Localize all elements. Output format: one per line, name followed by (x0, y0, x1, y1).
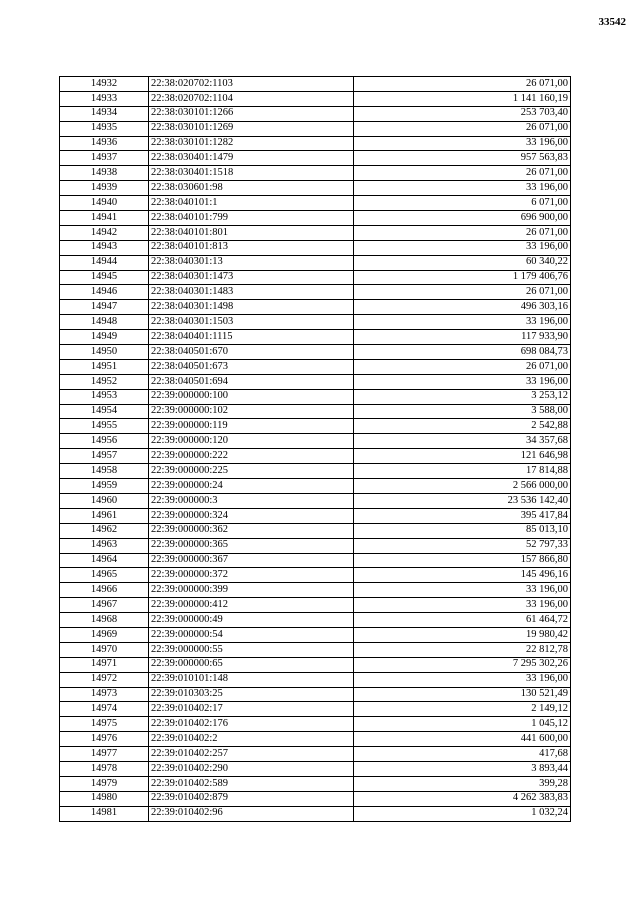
row-number-cell: 14970 (60, 642, 149, 657)
cadastral-number-cell: 22:38:040301:1483 (149, 285, 354, 300)
table-row (60, 806, 571, 821)
row-number-cell: 14956 (60, 434, 149, 449)
table-row (60, 91, 571, 106)
value-cell: 33 196,00 (354, 315, 571, 330)
cadastral-number-cell: 22:39:000000:365 (149, 538, 354, 553)
value-cell: 698 084,73 (354, 345, 571, 360)
cadastral-number-cell: 22:39:010402:290 (149, 761, 354, 776)
row-number-cell: 14942 (60, 225, 149, 240)
row-number-cell: 14933 (60, 91, 149, 106)
table-row (60, 538, 571, 553)
table-row (60, 657, 571, 672)
value-cell: 2 149,12 (354, 702, 571, 717)
cadastral-number-cell: 22:39:010402:257 (149, 747, 354, 762)
cadastral-number-cell: 22:38:030101:1266 (149, 106, 354, 121)
value-cell: 61 464,72 (354, 613, 571, 628)
row-number-cell: 14939 (60, 181, 149, 196)
cadastral-number-cell: 22:38:030401:1518 (149, 166, 354, 181)
table-row (60, 419, 571, 434)
value-cell: 957 563,83 (354, 151, 571, 166)
table-row (60, 211, 571, 226)
value-cell: 6 071,00 (354, 196, 571, 211)
table-row (60, 106, 571, 121)
table-row (60, 493, 571, 508)
table-row (60, 225, 571, 240)
table-row (60, 389, 571, 404)
row-number-cell: 14948 (60, 315, 149, 330)
row-number-cell: 14979 (60, 776, 149, 791)
row-number-cell: 14975 (60, 717, 149, 732)
cadastral-number-cell: 22:39:010402:589 (149, 776, 354, 791)
table-row (60, 627, 571, 642)
table-row (60, 374, 571, 389)
table-row (60, 285, 571, 300)
cadastral-number-cell: 22:39:000000:65 (149, 657, 354, 672)
cadastral-value-table (59, 76, 571, 822)
value-cell: 121 646,98 (354, 449, 571, 464)
cadastral-number-cell: 22:38:020702:1103 (149, 77, 354, 92)
cadastral-number-cell: 22:38:030101:1269 (149, 121, 354, 136)
table-row (60, 196, 571, 211)
value-cell: 157 866,80 (354, 553, 571, 568)
table-row (60, 523, 571, 538)
value-cell: 2 542,88 (354, 419, 571, 434)
cadastral-number-cell: 22:39:010402:176 (149, 717, 354, 732)
value-cell: 496 303,16 (354, 300, 571, 315)
row-number-cell: 14932 (60, 77, 149, 92)
cadastral-number-cell: 22:38:030101:1282 (149, 136, 354, 151)
value-cell: 3 588,00 (354, 404, 571, 419)
cadastral-number-cell: 22:38:040101:799 (149, 211, 354, 226)
table-row (60, 345, 571, 360)
table-row (60, 642, 571, 657)
table-row (60, 449, 571, 464)
cadastral-number-cell: 22:38:040101:813 (149, 240, 354, 255)
value-cell: 33 196,00 (354, 181, 571, 196)
value-cell: 130 521,49 (354, 687, 571, 702)
table-row (60, 300, 571, 315)
cadastral-number-cell: 22:39:000000:54 (149, 627, 354, 642)
table-row (60, 479, 571, 494)
row-number-cell: 14961 (60, 508, 149, 523)
value-cell: 60 340,22 (354, 255, 571, 270)
row-number-cell: 14967 (60, 598, 149, 613)
value-cell: 2 566 000,00 (354, 479, 571, 494)
cadastral-number-cell: 22:39:000000:3 (149, 493, 354, 508)
value-cell: 1 141 160,19 (354, 91, 571, 106)
table-row (60, 330, 571, 345)
value-cell: 26 071,00 (354, 225, 571, 240)
value-cell: 417,68 (354, 747, 571, 762)
row-number-cell: 14951 (60, 359, 149, 374)
row-number-cell: 14963 (60, 538, 149, 553)
table-row (60, 717, 571, 732)
value-cell: 399,28 (354, 776, 571, 791)
row-number-cell: 14949 (60, 330, 149, 345)
cadastral-number-cell: 22:39:000000:324 (149, 508, 354, 523)
value-cell: 19 980,42 (354, 627, 571, 642)
value-cell: 26 071,00 (354, 285, 571, 300)
cadastral-number-cell: 22:39:000000:372 (149, 568, 354, 583)
row-number-cell: 14957 (60, 449, 149, 464)
cadastral-number-cell: 22:38:040401:1115 (149, 330, 354, 345)
value-cell: 117 933,90 (354, 330, 571, 345)
row-number-cell: 14950 (60, 345, 149, 360)
page-number: 33542 (598, 16, 626, 28)
cadastral-number-cell: 22:39:010101:148 (149, 672, 354, 687)
table-row (60, 136, 571, 151)
value-cell: 4 262 383,83 (354, 791, 571, 806)
table-row (60, 315, 571, 330)
table-row (60, 404, 571, 419)
row-number-cell: 14980 (60, 791, 149, 806)
cadastral-number-cell: 22:39:000000:100 (149, 389, 354, 404)
value-cell: 33 196,00 (354, 136, 571, 151)
row-number-cell: 14954 (60, 404, 149, 419)
value-cell: 22 812,78 (354, 642, 571, 657)
cadastral-number-cell: 22:39:000000:102 (149, 404, 354, 419)
table-row (60, 508, 571, 523)
value-cell: 34 357,68 (354, 434, 571, 449)
table-row (60, 732, 571, 747)
value-cell: 33 196,00 (354, 583, 571, 598)
cadastral-number-cell: 22:39:000000:49 (149, 613, 354, 628)
cadastral-number-cell: 22:39:000000:362 (149, 523, 354, 538)
row-number-cell: 14938 (60, 166, 149, 181)
cadastral-number-cell: 22:38:040501:673 (149, 359, 354, 374)
table-row (60, 702, 571, 717)
table-row (60, 181, 571, 196)
cadastral-number-cell: 22:38:040101:801 (149, 225, 354, 240)
value-cell: 696 900,00 (354, 211, 571, 226)
value-cell: 26 071,00 (354, 166, 571, 181)
row-number-cell: 14971 (60, 657, 149, 672)
value-cell: 26 071,00 (354, 77, 571, 92)
table-row (60, 240, 571, 255)
row-number-cell: 14952 (60, 374, 149, 389)
row-number-cell: 14966 (60, 583, 149, 598)
row-number-cell: 14946 (60, 285, 149, 300)
value-cell: 33 196,00 (354, 374, 571, 389)
table-row (60, 255, 571, 270)
cadastral-number-cell: 22:38:040101:1 (149, 196, 354, 211)
table-row (60, 270, 571, 285)
table-row (60, 598, 571, 613)
cadastral-number-cell: 22:39:010402:879 (149, 791, 354, 806)
row-number-cell: 14978 (60, 761, 149, 776)
table-row (60, 747, 571, 762)
cadastral-number-cell: 22:39:000000:412 (149, 598, 354, 613)
value-cell: 23 536 142,40 (354, 493, 571, 508)
table-row (60, 121, 571, 136)
cadastral-number-cell: 22:38:030601:98 (149, 181, 354, 196)
row-number-cell: 14960 (60, 493, 149, 508)
value-cell: 1 179 406,76 (354, 270, 571, 285)
table-row (60, 791, 571, 806)
row-number-cell: 14955 (60, 419, 149, 434)
value-cell: 145 496,16 (354, 568, 571, 583)
value-cell: 26 071,00 (354, 359, 571, 374)
table-row (60, 151, 571, 166)
value-cell: 17 814,88 (354, 464, 571, 479)
row-number-cell: 14969 (60, 627, 149, 642)
table-row (60, 359, 571, 374)
row-number-cell: 14935 (60, 121, 149, 136)
table-row (60, 434, 571, 449)
cadastral-number-cell: 22:39:010402:2 (149, 732, 354, 747)
row-number-cell: 14945 (60, 270, 149, 285)
value-cell: 395 417,84 (354, 508, 571, 523)
row-number-cell: 14972 (60, 672, 149, 687)
table-body (60, 77, 571, 822)
row-number-cell: 14937 (60, 151, 149, 166)
value-cell: 7 295 302,26 (354, 657, 571, 672)
row-number-cell: 14953 (60, 389, 149, 404)
value-cell: 33 196,00 (354, 672, 571, 687)
row-number-cell: 14974 (60, 702, 149, 717)
value-cell: 26 071,00 (354, 121, 571, 136)
row-number-cell: 14959 (60, 479, 149, 494)
cadastral-number-cell: 22:39:000000:24 (149, 479, 354, 494)
table-row (60, 77, 571, 92)
row-number-cell: 14976 (60, 732, 149, 747)
cadastral-number-cell: 22:38:030401:1479 (149, 151, 354, 166)
row-number-cell: 14947 (60, 300, 149, 315)
row-number-cell: 14944 (60, 255, 149, 270)
cadastral-number-cell: 22:38:020702:1104 (149, 91, 354, 106)
row-number-cell: 14936 (60, 136, 149, 151)
cadastral-number-cell: 22:38:040501:670 (149, 345, 354, 360)
table-row (60, 553, 571, 568)
row-number-cell: 14962 (60, 523, 149, 538)
table-row (60, 687, 571, 702)
value-cell: 1 045,12 (354, 717, 571, 732)
row-number-cell: 14965 (60, 568, 149, 583)
cadastral-number-cell: 22:39:010402:17 (149, 702, 354, 717)
row-number-cell: 14941 (60, 211, 149, 226)
table-row (60, 613, 571, 628)
cadastral-number-cell: 22:38:040501:694 (149, 374, 354, 389)
table-row (60, 583, 571, 598)
row-number-cell: 14943 (60, 240, 149, 255)
table-row (60, 568, 571, 583)
cadastral-number-cell: 22:38:040301:1498 (149, 300, 354, 315)
cadastral-number-cell: 22:39:000000:367 (149, 553, 354, 568)
cadastral-number-cell: 22:39:000000:222 (149, 449, 354, 464)
cadastral-number-cell: 22:39:010303:25 (149, 687, 354, 702)
row-number-cell: 14973 (60, 687, 149, 702)
cadastral-number-cell: 22:39:000000:225 (149, 464, 354, 479)
table-row (60, 761, 571, 776)
row-number-cell: 14934 (60, 106, 149, 121)
table-row (60, 672, 571, 687)
value-cell: 52 797,33 (354, 538, 571, 553)
cadastral-number-cell: 22:38:040301:13 (149, 255, 354, 270)
cadastral-number-cell: 22:39:000000:120 (149, 434, 354, 449)
cadastral-number-cell: 22:39:000000:55 (149, 642, 354, 657)
row-number-cell: 14977 (60, 747, 149, 762)
table-row (60, 166, 571, 181)
cadastral-number-cell: 22:39:000000:399 (149, 583, 354, 598)
cadastral-number-cell: 22:38:040301:1503 (149, 315, 354, 330)
value-cell: 3 253,12 (354, 389, 571, 404)
cadastral-number-cell: 22:39:010402:96 (149, 806, 354, 821)
row-number-cell: 14940 (60, 196, 149, 211)
value-cell: 441 600,00 (354, 732, 571, 747)
row-number-cell: 14968 (60, 613, 149, 628)
value-cell: 3 893,44 (354, 761, 571, 776)
row-number-cell: 14981 (60, 806, 149, 821)
table-row (60, 776, 571, 791)
table-row (60, 464, 571, 479)
value-cell: 253 703,40 (354, 106, 571, 121)
row-number-cell: 14958 (60, 464, 149, 479)
cadastral-number-cell: 22:38:040301:1473 (149, 270, 354, 285)
value-cell: 33 196,00 (354, 240, 571, 255)
value-cell: 1 032,24 (354, 806, 571, 821)
cadastral-number-cell: 22:39:000000:119 (149, 419, 354, 434)
row-number-cell: 14964 (60, 553, 149, 568)
value-cell: 33 196,00 (354, 598, 571, 613)
value-cell: 85 013,10 (354, 523, 571, 538)
